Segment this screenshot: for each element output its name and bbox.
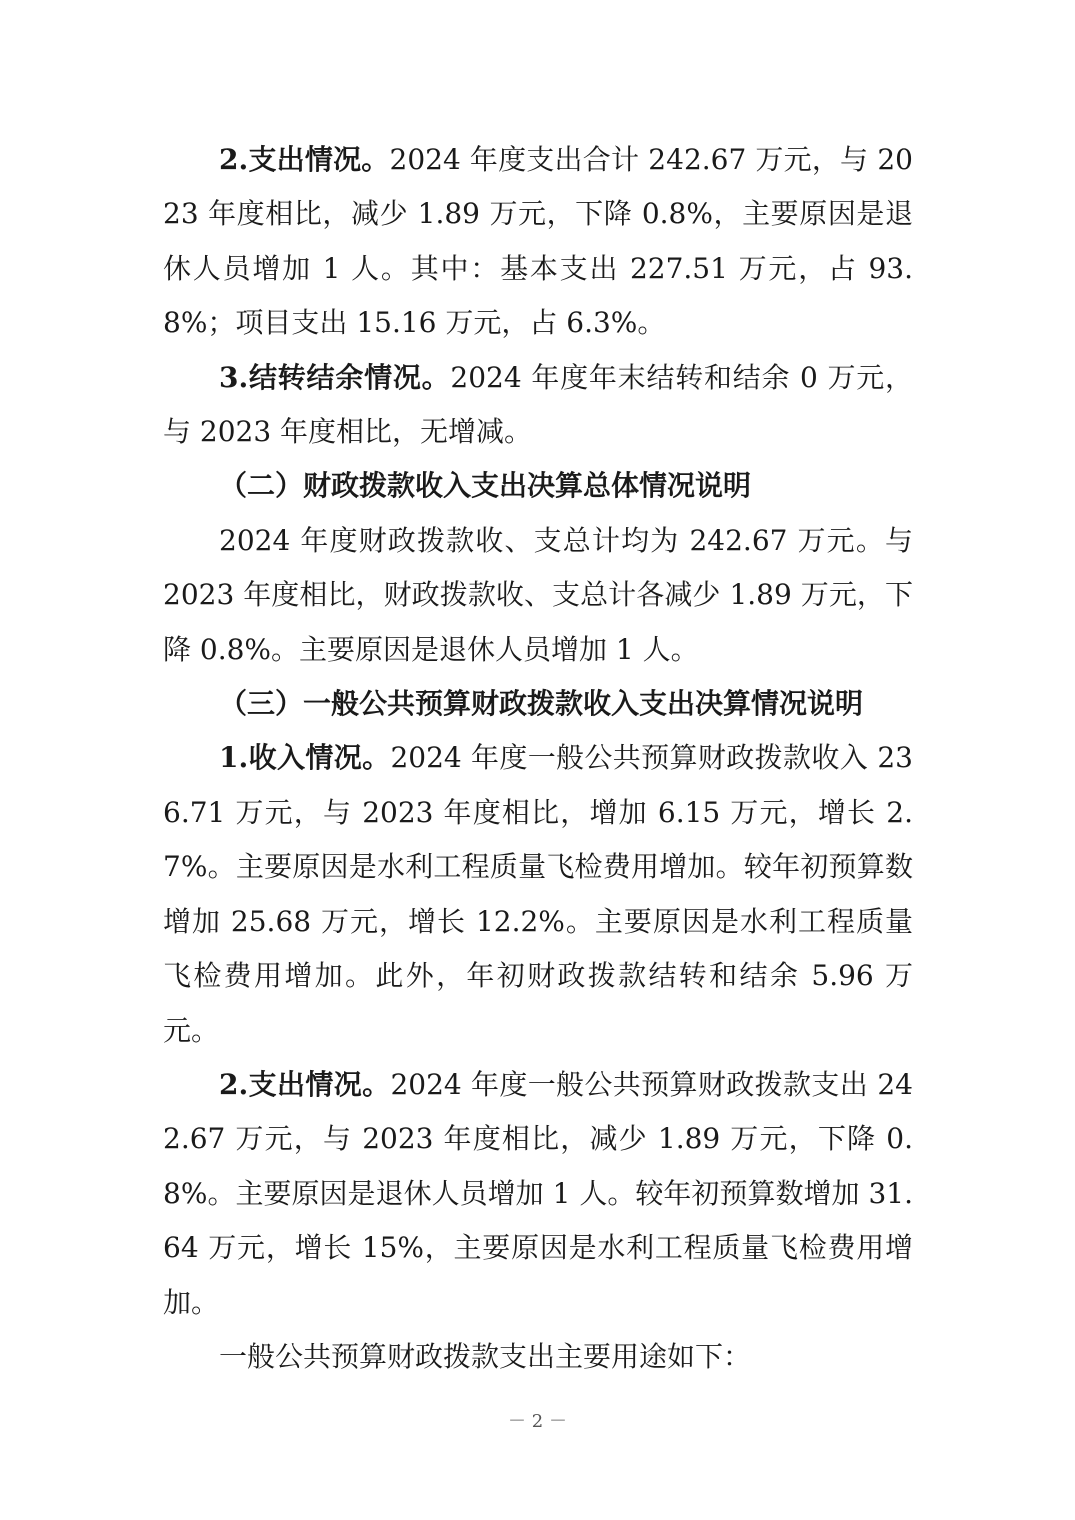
paragraph-income [163, 731, 913, 1057]
paragraph-lead: 2.支出情况。 [219, 1067, 391, 1101]
paragraph-carryover [163, 351, 913, 460]
paragraph-text: 2024 年度一般公共预算财政拨款收入 236.71 万元，与 2023 年度相比，增加 6.15 万元，增长 2.7%。主要原因是水利工程质量飞检费用增加。较年初预算数增加 25.68 万元，增长 12.2%。主要原因是水利工程质量飞检费用增加。此外，年初财政拨款结转和结余 5.96 万元。 [163, 741, 913, 1047]
paragraph-lead: 3.结转结余情况。 [219, 360, 451, 394]
paragraph-text: 2024 年度财政拨款收、支总计均为 242.67 万元。与 2023 年度相比，财政拨款收、支总计各减少 1.89 万元，下降 0.8%。主要原因是退休人员增加 1 人。 [163, 523, 913, 666]
section-heading-3: （三）一般公共预算财政拨款收入支出决算情况说明 [219, 687, 864, 721]
paragraph-lead: 2.支出情况。 [219, 143, 390, 176]
section-heading-2: （二）财政拨款收入支出决算总体情况说明 [219, 469, 752, 503]
paragraph-text: 一般公共预算财政拨款支出主要用途如下： [219, 1339, 752, 1373]
paragraph-fiscal-total [163, 514, 913, 677]
document-body [163, 133, 913, 1384]
paragraph-lead: 1.收入情况。 [219, 741, 391, 775]
page-number: － 2 － [508, 1411, 567, 1432]
paragraph-general-expenditure [163, 1058, 913, 1330]
paragraph-text: 2024 年度年末结转和结余 0 万元，与 2023 年度相比，无增减。 [163, 360, 914, 449]
paragraph-text: 2024 年度支出合计 242.67 万元，与 2023 年度相比，减少 1.89 万元，下降 0.8%，主要原因是退休人员增加 1 人。其中：基本支出 227.51 万元，占 93.8%；项目支出 15.16 万元，占 6.3%。 [163, 143, 914, 340]
paragraph-usage-intro [163, 1330, 913, 1384]
paragraph-text: 2024 年度一般公共预算财政拨款支出 242.67 万元，与 2023 年度相比，减少 1.89 万元，下降 0.8%。主要原因是退休人员增加 1 人。较年初预算数增加 31.64 万元，增长 15%，主要原因是水利工程质量飞检费用增加。 [163, 1067, 913, 1319]
paragraph-expenditure [163, 133, 913, 351]
